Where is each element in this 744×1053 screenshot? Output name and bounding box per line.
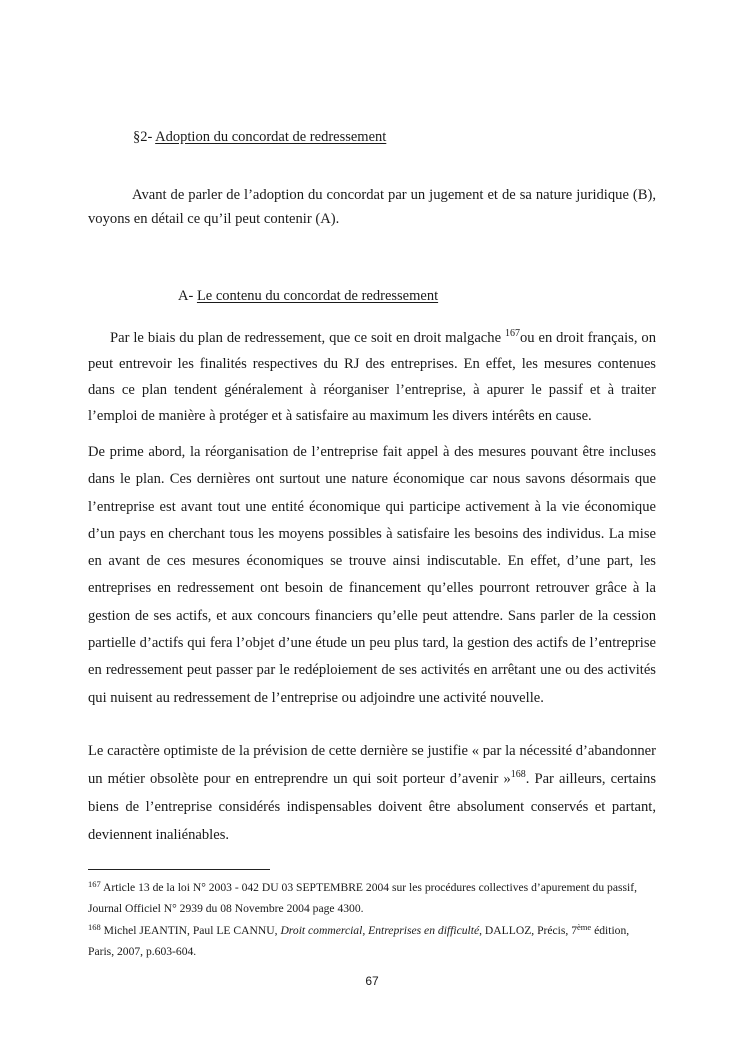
paragraph-prevision <box>88 737 656 849</box>
footnote-167-text: Article 13 de la loi N° 2003 - 042 DU 03 SEPTEMBRE 2004 sur les procédures collectives d’apurement du passif, Journal Officiel N° 2939 du 08 Novembre 2004 page 4300. <box>88 881 637 915</box>
paragraph3-text-a: Le caractère optimiste de la prévision de cette dernière se justifie « par la nécessité d’abandonner un métier obsolète pour en entreprendre un qui soit porteur d’avenir » <box>88 743 656 787</box>
footnote-168-book-title: Droit commercial, Entreprises en difficulté <box>280 924 480 937</box>
paragraph-reorganisation: De prime abord, la réorganisation de l’entreprise fait appel à des mesures pouvant être incluses dans le plan. Ces dernières ont surtout une nature économique car nous savons désormais que l’entreprise est avant tout une entité économique qui participe activement à la vie économique d’un pays en cherchant tous les moyens possibles à satisfaire les besoins des individus. La mise en avant de ces mesures économiques se trouve ainsi indiscutable. En effet, d’une part, les entreprises en redressement ont besoin de financement qu’elles pourront retrouver grâce à la gestion de ses actifs, et aux concours financiers qu’elle peut attendre. Sans parler de la cession partielle d’actifs qui fera l’objet d’une étude un peu plus tard, la gestion des actifs de l’entreprise en redressement peut passer par le redéploiement de ses activités en arrêtant une ou des activités qui nuisent au redressement de l’entreprise ou adjoindre une activité nouvelle. <box>88 444 656 706</box>
paragraph1-text-a: Par le biais du plan de redressement, que ce soit en droit malgache <box>110 330 505 346</box>
section-number: §2- <box>133 129 153 145</box>
footnote-168-rest: édition, Paris, 2007, p.603-604. <box>88 924 630 958</box>
section-heading <box>133 128 386 146</box>
footnote-number-168: 168 <box>88 922 101 932</box>
section-title: Adoption du concordat de redressement <box>155 129 387 145</box>
footnote-168-authors: Michel JEANTIN, Paul LE CANNU, <box>100 924 281 937</box>
page-number: 67 <box>365 974 379 988</box>
footnote-168-edition-sup: ème <box>577 922 592 932</box>
footnote-167 <box>88 877 658 919</box>
paragraph1-text-b: ou en droit français, on peut entrevoir les finalités respectives du RJ des entreprises. En effet, les mesures contenues dans ce plan tendent généralement à réorganiser l’entreprise, à apurer le passif et à traiter l’emploi de manière à protéger et à satisfaire au maximum les divers intérêts en cause. <box>88 330 656 424</box>
footnote-ref-167: 167 <box>504 328 520 339</box>
footnote-number-167: 167 <box>88 879 101 889</box>
paragraph-plan-redressement <box>88 325 656 429</box>
subsection-number: A- <box>178 288 194 304</box>
intro-paragraph: Avant de parler de l’adoption du concordat par un jugement et de sa nature juridique (B), voyons en détail ce qu’il peut contenir (A). <box>88 187 656 227</box>
paragraph3-text-b: . Par ailleurs, certains biens de l’entreprise considérés indispensables doivent être absolument conservés et partant, deviennent inaliénables. <box>88 771 656 843</box>
footnote-ref-168: 168 <box>510 769 526 780</box>
footnote-separator <box>88 869 270 870</box>
footnote-168-publisher: , DALLOZ, Précis, 7 <box>479 924 577 937</box>
footnote-168 <box>88 920 658 962</box>
subsection-heading <box>178 287 438 305</box>
subsection-title: Le contenu du concordat de redressement <box>196 288 439 304</box>
